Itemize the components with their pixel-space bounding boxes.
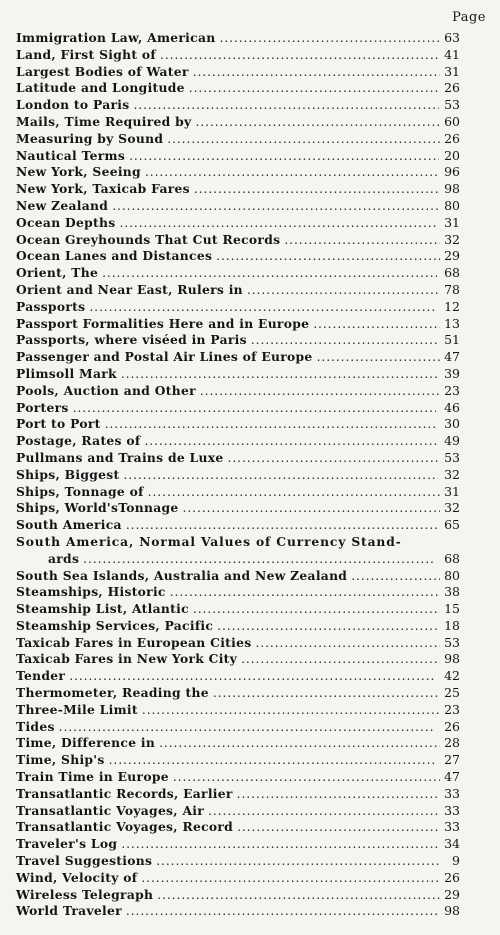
index-entry <box>16 47 458 64</box>
index-entry-page-number: 46 <box>444 399 460 415</box>
dot-leader <box>159 735 440 752</box>
dot-leader <box>83 551 436 568</box>
index-entry-title: Ships, World'sTonnage <box>16 500 179 516</box>
index-entry-page-number: 26 <box>444 869 460 885</box>
index-entry <box>16 332 458 349</box>
index-entry <box>16 668 458 685</box>
dot-leader <box>255 635 440 652</box>
index-entry <box>16 416 458 433</box>
page-column-heading: Page <box>452 10 486 25</box>
index-entry-page-number: 34 <box>444 836 460 852</box>
index-entry-title: Steamship Services, Pacific <box>16 617 214 633</box>
index-entry <box>16 433 458 450</box>
index-entry <box>16 316 458 333</box>
index-entry-title: Latitude and Longitude <box>16 80 185 96</box>
dot-leader <box>126 903 439 920</box>
index-entry-page-number: 68 <box>444 550 460 566</box>
index-entry-title: South America <box>16 517 122 533</box>
dot-leader <box>142 702 439 719</box>
dot-leader <box>148 484 440 501</box>
index-entry <box>16 265 458 282</box>
dot-leader <box>208 803 440 820</box>
dot-leader <box>157 887 440 904</box>
dot-leader <box>102 265 437 282</box>
dot-leader <box>123 467 438 484</box>
index-entry-page-number: 98 <box>444 903 460 919</box>
index-entry-page-number: 31 <box>444 483 460 499</box>
index-entry-title-line2 <box>16 551 458 568</box>
index-entry-title: New York, Seeing <box>16 164 141 180</box>
index-entry-title: Three-Mile Limit <box>16 701 138 717</box>
index-entry-page-number: 47 <box>444 769 460 785</box>
index-entry-page-number: 42 <box>444 668 460 684</box>
index-entry-title: Wind, Velocity of <box>16 869 138 885</box>
index-entry-page-number: 23 <box>444 701 460 717</box>
index-entry-page-number: 31 <box>444 63 460 79</box>
index-entry <box>16 584 458 601</box>
index-entry <box>16 836 458 853</box>
index-entry-page-number: 53 <box>444 97 460 113</box>
index-entry-title: London to Paris <box>16 97 130 113</box>
index-entry-page-number: 80 <box>444 197 460 213</box>
dot-leader <box>59 719 435 736</box>
index-entry-title-line1 <box>16 534 458 551</box>
index-entry-title: Passenger and Postal Air Lines of Europe <box>16 349 313 365</box>
dot-leader <box>247 282 440 299</box>
index-entry-title: Train Time in Europe <box>16 769 169 785</box>
index-list <box>16 30 458 920</box>
index-entry-title: Taxicab Fares in New York City <box>16 651 238 667</box>
index-entry-page-number: 13 <box>444 315 460 331</box>
dot-leader <box>313 316 440 333</box>
dot-leader <box>200 383 440 400</box>
index-entry-title: Passports <box>16 298 86 314</box>
index-entry-page-number: 96 <box>444 164 460 180</box>
dot-leader <box>237 819 440 836</box>
index-entry-page-number: 26 <box>444 718 460 734</box>
dot-leader <box>144 433 439 450</box>
index-entry-page-number: 32 <box>444 500 460 516</box>
index-entry <box>16 484 458 501</box>
index-entry-page-number: 33 <box>444 819 460 835</box>
dot-leader <box>217 618 440 635</box>
dot-leader <box>89 299 436 316</box>
index-entry-title: Ships, Biggest <box>16 466 120 482</box>
index-entry <box>16 769 458 786</box>
dot-leader <box>284 232 440 249</box>
index-entry <box>16 97 458 114</box>
dot-leader <box>145 164 439 181</box>
index-entry <box>16 30 458 47</box>
index-entry-page-number: 12 <box>444 298 460 314</box>
dot-leader <box>133 97 438 114</box>
index-entry-title: Transatlantic Voyages, Air <box>16 802 205 818</box>
index-entry <box>16 803 458 820</box>
index-entry-page-number: 33 <box>444 802 460 818</box>
dot-leader <box>109 752 438 769</box>
index-entry-title: Ocean Lanes and Distances <box>16 248 213 264</box>
index-entry-page-number: 98 <box>444 181 460 197</box>
dot-leader <box>156 853 440 870</box>
index-entry-page-number: 47 <box>444 349 460 365</box>
index-entry-page-number: 41 <box>444 46 460 62</box>
dot-leader <box>194 181 440 198</box>
index-entry <box>16 819 458 836</box>
index-entry-title: Tender <box>16 668 66 684</box>
index-entry-title: South America, Normal Values of Currency Stand- <box>16 533 402 549</box>
index-entry-title: New Zealand <box>16 197 109 213</box>
index-entry <box>16 786 458 803</box>
dot-leader <box>241 651 440 668</box>
index-entry-title: Porters <box>16 399 69 415</box>
dot-leader <box>193 601 440 618</box>
index-entry-title: Plimsoll Mark <box>16 365 117 381</box>
index-entry <box>16 887 458 904</box>
index-entry-title: Land, First Sight of <box>16 46 157 62</box>
index-entry <box>16 568 458 585</box>
dot-leader <box>251 332 440 349</box>
index-entry <box>16 383 458 400</box>
index-entry-page-number: 98 <box>444 651 460 667</box>
index-entry-page-number: 38 <box>444 584 460 600</box>
index-entry-title: Steamship List, Atlantic <box>16 601 189 617</box>
dot-leader <box>219 30 440 47</box>
index-entry-page-number: 60 <box>444 113 460 129</box>
index-entry-page-number: 68 <box>444 265 460 281</box>
dot-leader <box>126 517 439 534</box>
index-entry-title: New York, Taxicab Fares <box>16 181 190 197</box>
index-entry <box>16 80 458 97</box>
dot-leader <box>173 769 440 786</box>
index-entry <box>16 702 458 719</box>
dot-leader <box>112 198 437 215</box>
index-entry <box>16 198 458 215</box>
index-entry <box>16 349 458 366</box>
dot-leader <box>183 500 441 517</box>
index-entry-page-number: 33 <box>444 785 460 801</box>
dot-leader <box>160 47 440 64</box>
index-entry-page-number: 65 <box>444 517 460 533</box>
index-entry <box>16 635 458 652</box>
index-entry <box>16 248 458 265</box>
index-entry-title: South Sea Islands, Australia and New Zealand <box>16 567 348 583</box>
index-entry-title: Ships, Tonnage of <box>16 483 144 499</box>
index-entry-title: Immigration Law, American <box>16 30 216 45</box>
index-entry-title: Pullmans and Trains de Luxe <box>16 449 224 465</box>
index-entry-title: Transatlantic Records, Earlier <box>16 785 233 801</box>
index-entry <box>16 735 458 752</box>
index-entry-page-number: 32 <box>444 466 460 482</box>
index-entry-title: Traveler's Log <box>16 836 118 852</box>
index-entry-title: Passport Formalities Here and in Europe <box>16 315 310 331</box>
dot-leader <box>193 64 440 81</box>
dot-leader <box>105 416 438 433</box>
index-entry <box>16 282 458 299</box>
dot-leader <box>228 450 441 467</box>
index-entry-page-number: 28 <box>444 735 460 751</box>
index-entry-page-number: 32 <box>444 231 460 247</box>
index-entry <box>16 853 458 870</box>
index-entry <box>16 500 458 517</box>
index-entry-page-number: 63 <box>444 30 460 45</box>
dot-leader <box>73 400 436 417</box>
index-entry <box>16 114 458 131</box>
index-entry-page-number: 23 <box>444 382 460 398</box>
index-entry <box>16 232 458 249</box>
index-entry <box>16 131 458 148</box>
index-entry <box>16 870 458 887</box>
index-entry-page-number: 29 <box>444 886 460 902</box>
dot-leader <box>237 786 440 803</box>
index-entry-title: Time, Difference in <box>16 735 156 751</box>
dot-leader <box>121 836 438 853</box>
index-entry-title: Orient, The <box>16 265 99 281</box>
dot-leader <box>195 114 440 131</box>
index-entry <box>16 517 458 534</box>
dot-leader <box>170 584 440 601</box>
index-entry-page-number: 20 <box>444 147 460 163</box>
index-entry-page-number: 53 <box>444 634 460 650</box>
index-entry-title: Steamships, Historic <box>16 584 166 600</box>
dot-leader <box>69 668 435 685</box>
index-entry-page-number: 15 <box>444 601 460 617</box>
index-entry-title: Port to Port <box>16 416 101 432</box>
index-entry <box>16 215 458 232</box>
index-entry-page-number: 78 <box>444 281 460 297</box>
index-entry-page-number: 26 <box>444 80 460 96</box>
index-entry <box>16 685 458 702</box>
index-entry-page-number: 39 <box>444 365 460 381</box>
index-entry-page-number: 53 <box>444 449 460 465</box>
index-entry-page-number: 30 <box>444 416 460 432</box>
index-entry <box>16 719 458 736</box>
index-entry <box>16 618 458 635</box>
index-entry <box>16 400 458 417</box>
index-entry-title: Thermometer, Reading the <box>16 685 209 701</box>
index-entry-page-number: 18 <box>444 617 460 633</box>
index-entry-title: Transatlantic Voyages, Record <box>16 819 234 835</box>
index-entry-page-number: 29 <box>444 248 460 264</box>
index-entry-title: Time, Ship's <box>16 752 105 768</box>
index-entry-page-number: 49 <box>444 433 460 449</box>
index-entry <box>16 752 458 769</box>
index-entry-page-number: 9 <box>452 853 460 869</box>
index-entry <box>16 181 458 198</box>
index-entry-title: Wireless Telegraph <box>16 886 154 902</box>
dot-leader <box>141 870 439 887</box>
index-entry-title: Largest Bodies of Water <box>16 63 189 79</box>
index-entry-title: Measuring by Sound <box>16 130 164 146</box>
index-entry-page-number: 26 <box>444 130 460 146</box>
index-entry <box>16 64 458 81</box>
dot-leader <box>119 215 438 232</box>
index-entry-title: Passports, where viséed in Paris <box>16 332 247 348</box>
dot-leader <box>167 131 440 148</box>
dot-leader <box>213 685 440 702</box>
index-entry-title: Orient and Near East, Rulers in <box>16 281 243 297</box>
index-entry <box>16 366 458 383</box>
index-entry-title: Postage, Rates of <box>16 433 141 449</box>
index-entry-title: Mails, Time Required by <box>16 113 192 129</box>
index-entry-page-number: 27 <box>444 752 460 768</box>
index-entry-title: Travel Suggestions <box>16 853 153 869</box>
index-entry <box>16 148 458 165</box>
index-entry-title: Tides <box>16 718 55 734</box>
index-entry <box>16 299 458 316</box>
index-entry <box>16 601 458 618</box>
dot-leader <box>317 349 441 366</box>
index-entry-title: Taxicab Fares in European Cities <box>16 634 252 650</box>
index-entry-title: Nautical Terms <box>16 147 126 163</box>
index-entry-page-number: 80 <box>444 567 460 583</box>
index-entry-title: Ocean Greyhounds That Cut Records <box>16 231 281 247</box>
index-entry-title: World Traveler <box>16 903 122 919</box>
dot-leader <box>189 80 440 97</box>
index-entry-page-number: 31 <box>444 214 460 230</box>
index-entry-title-continued: ards <box>48 550 80 566</box>
index-entry <box>16 651 458 668</box>
index-entry <box>16 164 458 181</box>
dot-leader <box>351 568 440 585</box>
dot-leader <box>121 366 438 383</box>
dot-leader <box>216 248 440 265</box>
dot-leader <box>129 148 438 165</box>
index-entry <box>16 467 458 484</box>
index-entry-title: Ocean Depths <box>16 214 116 230</box>
index-entry-title: Pools, Auction and Other <box>16 382 196 398</box>
index-entry-page-number: 25 <box>444 685 460 701</box>
index-entry <box>16 450 458 467</box>
index-entry-page-number: 51 <box>444 332 460 348</box>
index-entry <box>16 534 458 568</box>
index-entry <box>16 903 458 920</box>
